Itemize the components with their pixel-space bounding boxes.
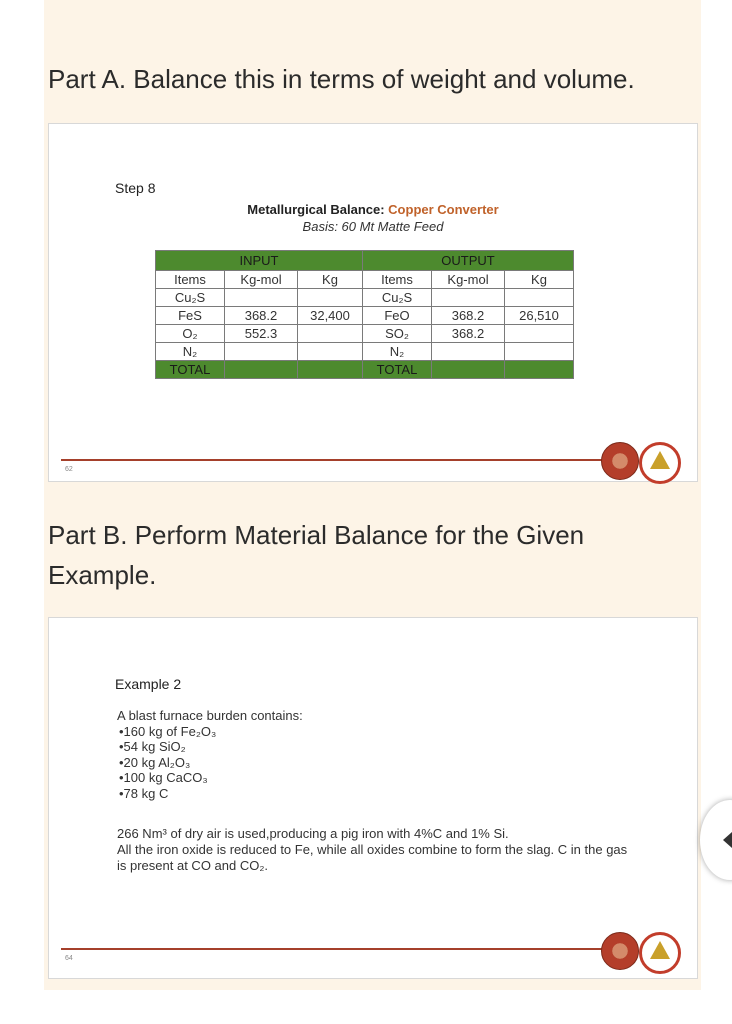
table-cell <box>298 325 363 343</box>
balance-title-prefix: Metallurgical Balance: <box>247 202 389 217</box>
slide-copper-converter[interactable] <box>48 123 698 482</box>
list-item: •100 kg CaCO₃ <box>119 770 208 785</box>
table-cell <box>298 343 363 361</box>
table-row <box>156 289 574 307</box>
output-group-label: OUTPUT <box>363 251 574 271</box>
example-description <box>117 826 637 874</box>
table-cell: 368.2 <box>225 307 298 325</box>
burden-list <box>117 708 303 801</box>
table-cell: Cu₂S <box>156 289 225 307</box>
table-cell: FeO <box>363 307 432 325</box>
balance-basis: Basis: 60 Mt Matte Feed <box>302 219 444 234</box>
balance-title <box>49 202 697 217</box>
university-seal-icon <box>601 442 639 480</box>
table-cell <box>298 289 363 307</box>
list-item: •78 kg C <box>119 785 169 801</box>
part-a-heading: Part A. Balance this in terms of weight and volume. <box>48 64 635 94</box>
input-total-label: TOTAL <box>156 361 225 379</box>
list-item: •54 kg SiO₂ <box>119 739 186 754</box>
side-panel-handle[interactable] <box>700 800 732 880</box>
table-cell <box>225 361 298 379</box>
reduction-text: All the iron oxide is reduced to Fe, while all oxides combine to form the slag. C in the gas is present at CO and CO₂. <box>117 842 628 873</box>
example-title: Example 2 <box>115 676 182 692</box>
col-header: Kg <box>505 271 574 289</box>
table-cell <box>225 343 298 361</box>
table-row <box>156 307 574 325</box>
col-header: Items <box>363 271 432 289</box>
table-cell: FeS <box>156 307 225 325</box>
table-cell: N₂ <box>156 343 225 361</box>
col-header: Kg <box>298 271 363 289</box>
table-cell <box>298 361 363 379</box>
list-item: •160 kg of Fe₂O₃ <box>119 723 217 739</box>
table-row <box>156 325 574 343</box>
table-cell <box>505 289 574 307</box>
balance-table <box>155 250 574 379</box>
table-cell <box>505 325 574 343</box>
table-cell: 26,510 <box>505 307 574 325</box>
col-header: Kg-mol <box>225 271 298 289</box>
slide-footer-line <box>61 948 637 950</box>
step-label: Step 8 <box>115 180 156 196</box>
col-header: Kg-mol <box>432 271 505 289</box>
part-b-heading-line2: Example. <box>48 560 157 590</box>
table-cell: Cu₂S <box>363 289 432 307</box>
college-seal-icon <box>639 442 681 484</box>
table-cell: 368.2 <box>432 325 505 343</box>
slide-footer-line <box>61 459 637 461</box>
table-cell: 368.2 <box>432 307 505 325</box>
air-usage-text: 266 Nm³ of dry air is used,producing a pig iron with 4%C and 1% Si. <box>117 826 509 841</box>
balance-title-accent: Copper Converter <box>388 202 499 217</box>
input-group-label: INPUT <box>156 251 363 271</box>
table-cell: SO₂ <box>363 325 432 343</box>
col-header: Items <box>156 271 225 289</box>
table-cell <box>505 361 574 379</box>
column-header-row <box>156 271 574 289</box>
total-row <box>156 361 574 379</box>
table-cell <box>225 289 298 307</box>
table-row <box>156 343 574 361</box>
burden-intro: A blast furnace burden contains: <box>117 708 303 723</box>
table-cell: 552.3 <box>225 325 298 343</box>
slide-number: 62 <box>65 466 73 473</box>
slide-example-2[interactable] <box>48 617 698 979</box>
university-seal-icon <box>601 932 639 970</box>
table-cell <box>432 361 505 379</box>
part-b-heading-line1: Part B. Perform Material Balance for the Given <box>48 520 585 550</box>
table-cell <box>432 289 505 307</box>
table-cell <box>432 343 505 361</box>
list-item: •20 kg Al₂O₃ <box>119 754 191 770</box>
table-cell: O₂ <box>156 325 225 343</box>
output-total-label: TOTAL <box>363 361 432 379</box>
table-cell: N₂ <box>363 343 432 361</box>
table-cell <box>505 343 574 361</box>
table-cell: 32,400 <box>298 307 363 325</box>
group-header-row <box>156 251 574 271</box>
slide-number: 64 <box>65 955 73 962</box>
college-seal-icon <box>639 932 681 974</box>
